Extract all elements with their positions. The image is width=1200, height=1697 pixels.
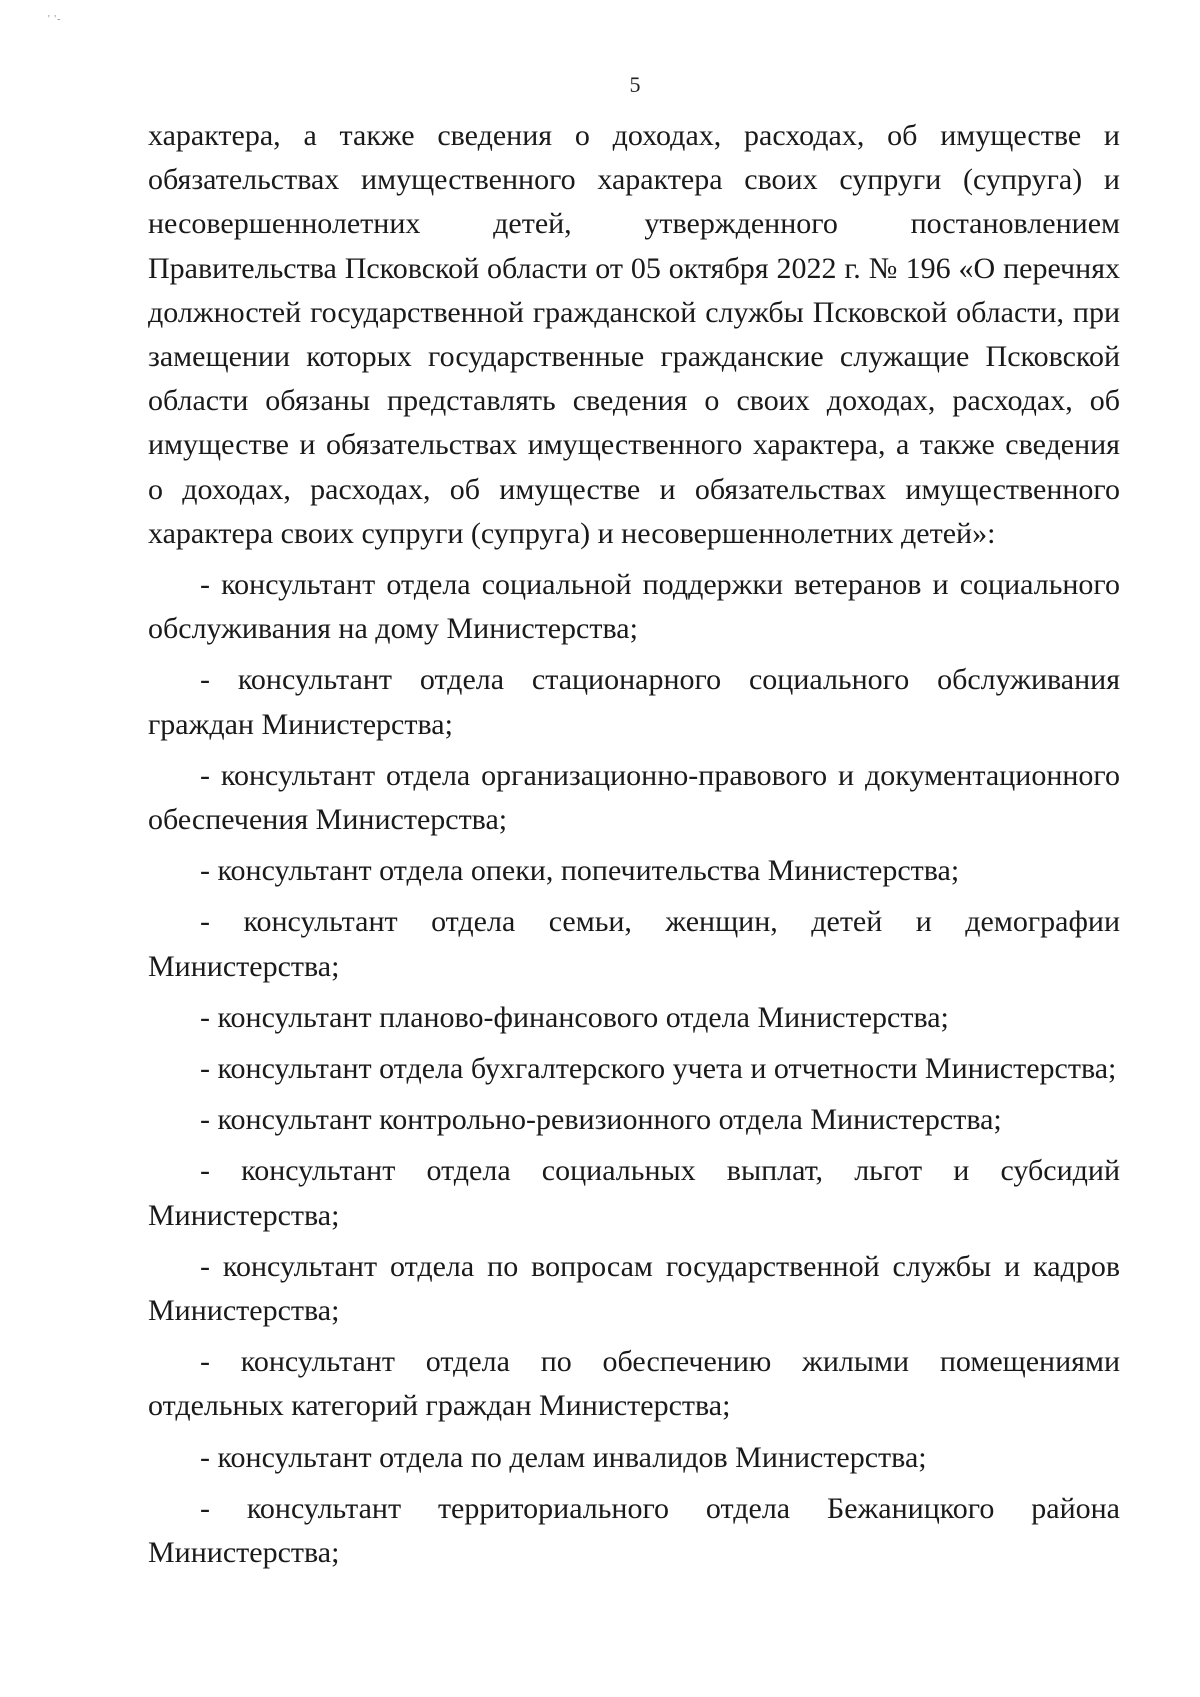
page-number: 5	[629, 72, 641, 97]
list-item: - консультант отдела организационно-правового и документационного обеспечения Министерства;	[148, 758, 1120, 837]
list-item: - консультант отдела опеки, попечительства Министерства;	[200, 854, 960, 888]
list-item: - консультант отдела по обеспечению жилыми помещениями отдельных категорий граждан Министерства;	[148, 1345, 1120, 1423]
list-item: - консультант отдела семьи, женщин, детей и демографии Министерства;	[148, 905, 1120, 983]
list-item: - консультант отдела социальной поддержки ветеранов и социального обслуживания на дому Министерства;	[148, 568, 1120, 646]
document-body	[148, 114, 1120, 1575]
list-item: - консультант контрольно-ревизионного отдела Министерства;	[200, 1103, 1002, 1137]
list-item: - консультант планово-финансового отдела Министерства;	[200, 1000, 949, 1034]
list-item: - консультант отдела социальных выплат, льгот и субсидий Министерства;	[148, 1154, 1120, 1232]
list-item: - консультант отдела бухгалтерского учета и отчетности Министерства;	[200, 1052, 1117, 1086]
list-item: - консультант территориального отдела Бежаницкого района Министерства;	[148, 1491, 1120, 1570]
list-item: - консультант отдела стационарного социального обслуживания граждан Министерства;	[148, 663, 1120, 741]
scan-mark: ' '-	[48, 14, 62, 25]
list-item: - консультант отдела по вопросам государственной службы и кадров Министерства;	[148, 1249, 1120, 1328]
list-item: - консультант отдела по делам инвалидов Министерства;	[200, 1440, 927, 1474]
intro-paragraph: характера, а также сведения о доходах, расходах, об имуществе и обязательствах имущественного характера своих супруги (супруга) и несовершеннолетних детей, утвержденного постановлением Правительства Псковской области от 05 октября 2022 г. № 196 «О перечнях должностей государственной гражданской службы Псковской области, при замещении которых государственные гражданские служащие Псковской области обязаны представлять сведения о своих доходах, расходах, об имуществе и обязательствах имущественного характера, а также сведения о доходах, расходах, об имуществе и обязательствах имущественного характера своих супруги (супруга) и несовершеннолетних детей»:	[148, 119, 1120, 550]
